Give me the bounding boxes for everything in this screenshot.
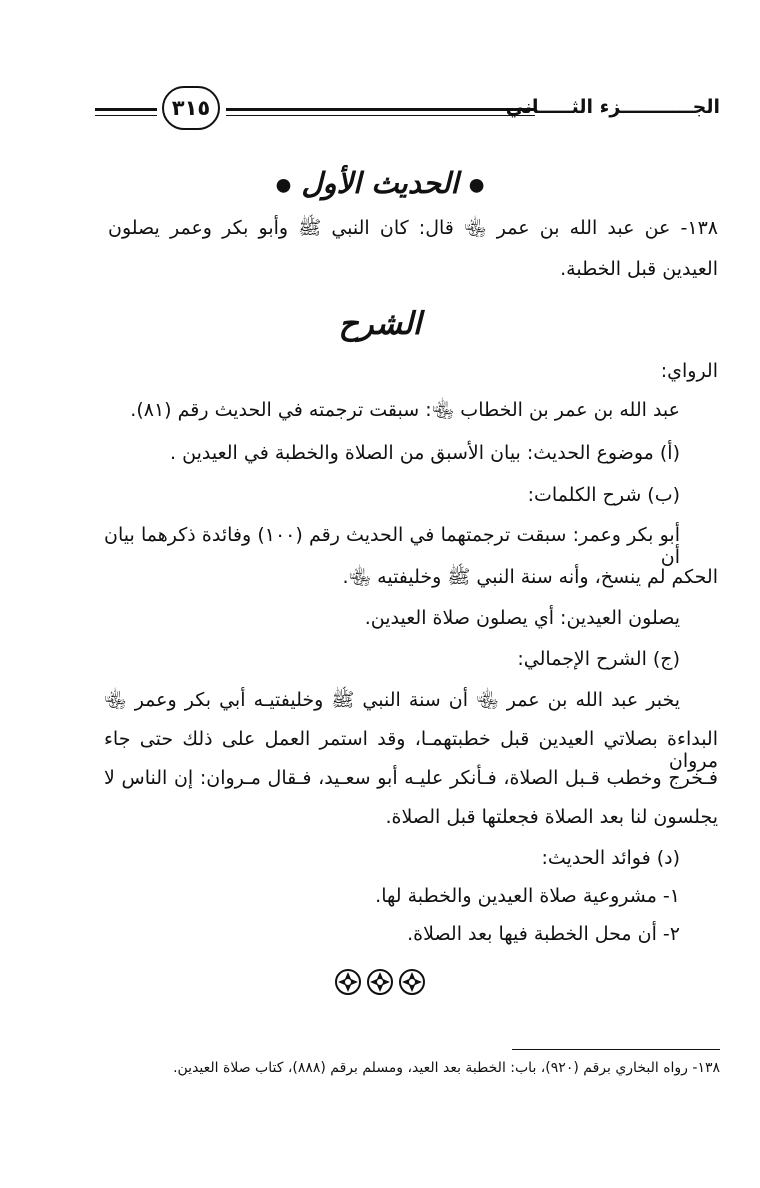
- flower-ornament-icon: [332, 966, 428, 998]
- body-line: الحكم لم ينسخ، وأنه سنة النبي ﷺ وخليفتيه ﵄.: [342, 566, 718, 588]
- body-line: أبو بكر وعمر: سبقت ترجمتهما في الحديث رقم (١٠٠) وفائدة ذكرهما بيان أن: [104, 524, 680, 568]
- body-line: ١- مشروعية صلاة العيدين والخطبة لها.: [375, 885, 680, 907]
- section-title: [0, 166, 760, 200]
- running-header: [90, 86, 720, 136]
- body-line: (أ) موضوع الحديث: بيان الأسبق من الصلاة والخطبة في العيدين .: [170, 442, 680, 464]
- running-title: الجـــــــــــزء الثـــــاني: [505, 96, 720, 118]
- body-line: (ب) شرح الكلمات:: [527, 484, 680, 506]
- sharh-heading: الشرح: [338, 306, 422, 342]
- body-line: الرواي:: [660, 360, 718, 382]
- hadith-line-1: ١٣٨- عن عبد الله بن عمر ﵄ قال: كان النبي ﷺ وأبو بكر وعمر يصلون: [108, 217, 718, 239]
- page-number: ٣١٥: [162, 86, 220, 130]
- body-line: يجلسون لنا بعد الصلاة فجعلتها قبل الصلاة.: [385, 806, 718, 828]
- footnote-rule: [512, 1049, 720, 1050]
- body-line: (د) فوائد الحديث:: [541, 847, 680, 869]
- body-line: يصلون العيدين: أي يصلون صلاة العيدين.: [364, 607, 680, 629]
- body-line: ٢- أن محل الخطبة فيها بعد الصلاة.: [407, 923, 680, 945]
- section-divider-ornament: [0, 966, 760, 1002]
- header-rule-left: [95, 108, 157, 116]
- body-line: يخبر عبد الله بن عمر ﵄ أن سنة النبي ﷺ وخليفتيـه أبي بكر وعمر ﵄: [104, 689, 680, 711]
- body-line: فـخرج وخطب قـبل الصلاة، فـأنكر عليـه أبو سعـيد، فـقال مـروان: إن الناس لا: [104, 767, 718, 789]
- body-line: البداءة بصلاتي العيدين قبل خطبتهمـا، وقد استمر العمل على ذلك حتى جاء مروان: [104, 728, 718, 772]
- hadith-line-2: العيدين قبل الخطبة.: [560, 258, 718, 280]
- bullet-icon: ●: [468, 174, 485, 196]
- header-rule-right: [226, 108, 535, 116]
- bullet-icon: ●: [275, 174, 292, 196]
- body-line: عبد الله بن عمر بن الخطاب ﵄: سبقت ترجمته في الحديث رقم (٨١).: [130, 399, 680, 421]
- section-title-text: الحديث الأول: [301, 166, 459, 200]
- footnote: ١٣٨- رواه البخاري برقم (٩٢٠)، باب: الخطبة بعد العيد، ومسلم برقم (٨٨٨)، كتاب صلاة العيدين.: [173, 1060, 720, 1076]
- body-line: (ج) الشرح الإجمالي:: [517, 648, 680, 670]
